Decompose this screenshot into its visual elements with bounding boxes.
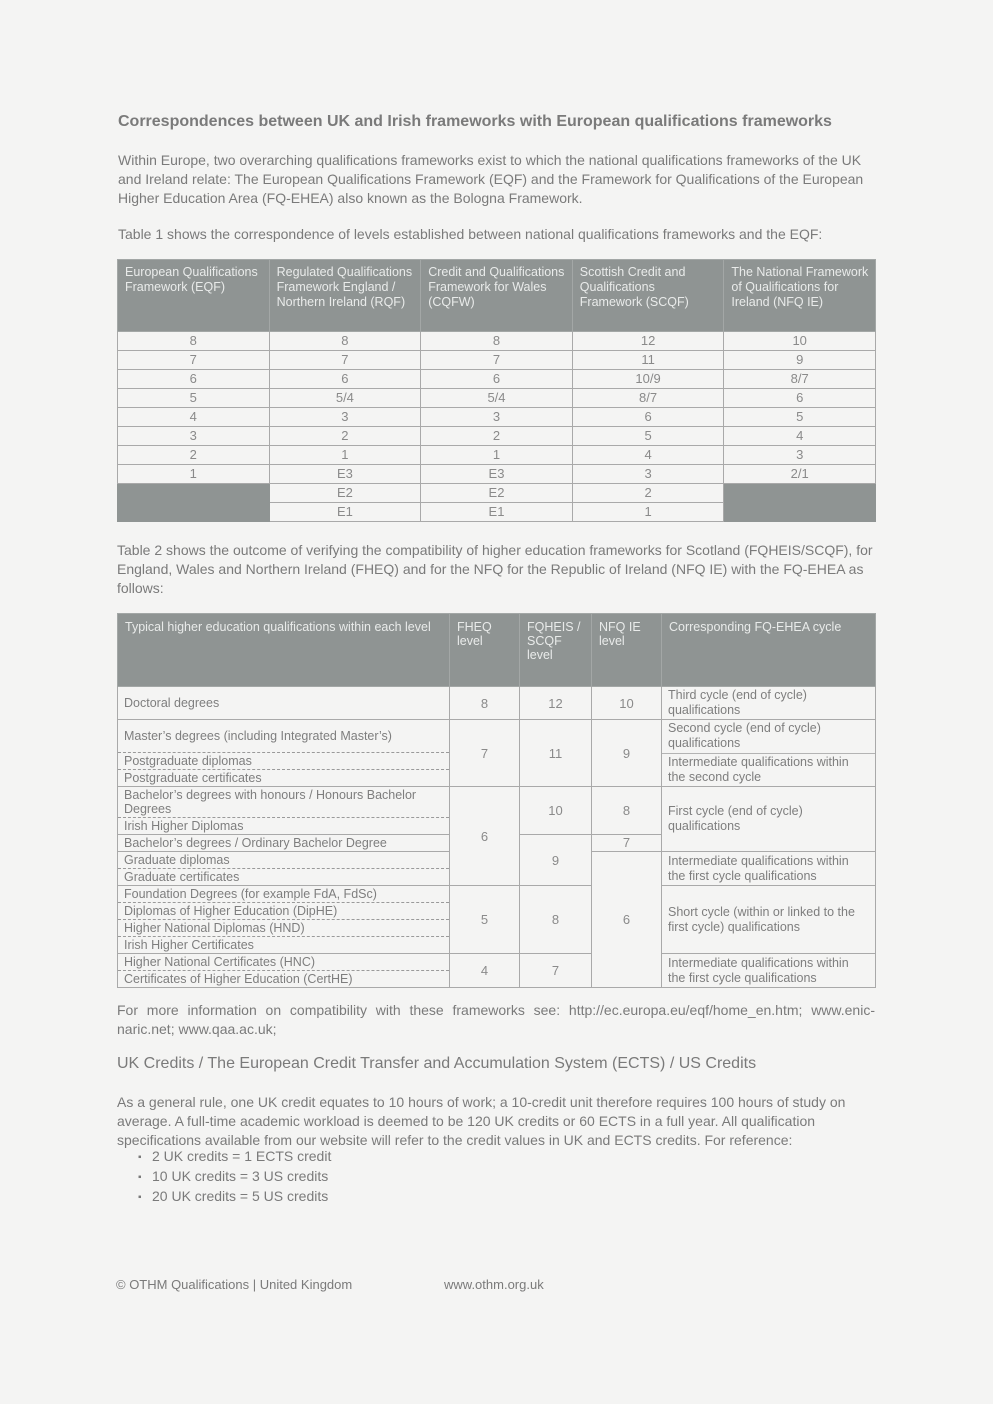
qualification-item: Foundation Degrees (for example FdA, FdSc) (124, 887, 377, 901)
table2-cell-scqf: 12 (520, 687, 592, 720)
table2-cell-scqf: 9 (520, 835, 592, 886)
table1-cell: 4 (724, 427, 876, 446)
table1-cell: E3 (421, 465, 573, 484)
table2-cell-qualifications (118, 886, 450, 954)
qualification-item: Postgraduate certificates (118, 769, 449, 786)
intro-paragraph: Within Europe, two overarching qualifications frameworks exist to which the national qualifications frameworks of the UK and Ireland relate: The European Qualifications Framework (EQF) and the Framework for Qualifications of the European Higher Education Area (FQ-EHEA) also known as the Bologna Framework. (118, 152, 864, 206)
table1-cell: 3 (421, 408, 573, 427)
table1-cell (724, 503, 876, 522)
table1-cell: 6 (118, 370, 270, 389)
table1-cell: 7 (118, 351, 270, 370)
table2-cell-scqf: 7 (520, 954, 592, 988)
table-row (118, 427, 876, 446)
qualification-item: Bachelor’s degrees / Ordinary Bachelor Degree (124, 836, 387, 850)
table2-cell-fheq: 4 (450, 954, 520, 988)
table1-header-cqfw: Credit and Qualifications Framework for Wales (CQFW) (421, 260, 573, 332)
table1-cell: 3 (572, 465, 724, 484)
qualification-item: Irish Higher Diplomas (118, 817, 449, 834)
table1-cell: 2 (118, 446, 270, 465)
table2-cell-cycle: First cycle (end of cycle) qualifications (662, 787, 876, 852)
table-row (118, 389, 876, 408)
table1-cell: 11 (572, 351, 724, 370)
table2-cell-cycle (662, 720, 876, 787)
table2-cell-qualifications (118, 954, 450, 988)
table2-cell-fheq: 5 (450, 886, 520, 954)
footer-copyright: © OTHM Qualifications | United Kingdom (116, 1277, 353, 1292)
table1-cell: 12 (572, 332, 724, 351)
table2-cell-qualifications (118, 835, 450, 852)
table2-cell-qualifications (118, 720, 450, 787)
table-row (118, 332, 876, 351)
table-row (118, 465, 876, 484)
table1-cell (724, 484, 876, 503)
qualification-item: Postgraduate diplomas (118, 752, 449, 769)
table-row (118, 370, 876, 389)
table1-cell (118, 484, 270, 503)
table1-cell: 5 (724, 408, 876, 427)
table1-cell: 2/1 (724, 465, 876, 484)
table-row (118, 503, 876, 522)
table2-cell-nfq: 10 (592, 687, 662, 720)
table2-cell-cycle: Third cycle (end of cycle) qualifications (662, 687, 876, 720)
table2-cell-scqf: 11 (520, 720, 592, 787)
table1-cell: 2 (269, 427, 421, 446)
table1-cell: 5 (572, 427, 724, 446)
table1-cell: 8 (421, 332, 573, 351)
cycle-label: Second cycle (end of cycle) qualifications (668, 721, 821, 751)
table-row (118, 787, 876, 835)
table1-cell: 4 (118, 408, 270, 427)
table2-cell-qualifications (118, 687, 450, 720)
table2-cell-scqf: 8 (520, 886, 592, 954)
table2-cell-cycle: Intermediate qualifications within the first cycle qualifications (662, 954, 876, 988)
table-row (118, 408, 876, 427)
eqf-correspondence-table (117, 259, 876, 522)
table1-cell: 2 (572, 484, 724, 503)
table2-cell-cycle: Intermediate qualifications within the first cycle qualifications (662, 852, 876, 886)
table1-cell: 1 (421, 446, 573, 465)
table-row (118, 484, 876, 503)
table1-cell: 5/4 (421, 389, 573, 408)
table1-cell: 8/7 (572, 389, 724, 408)
table1-cell: 3 (118, 427, 270, 446)
table1-cell: 6 (421, 370, 573, 389)
table1-caption: Table 1 shows the correspondence of levels established between national qualifications frameworks and the EQF: (118, 226, 823, 242)
footer-website: www.othm.org.uk (444, 1277, 544, 1292)
table2-cell-fheq: 7 (450, 720, 520, 787)
qualification-item: Diplomas of Higher Education (DipHE) (118, 902, 449, 919)
table1-cell (118, 503, 270, 522)
table2-header-qualifications: Typical higher education qualifications within each level (118, 614, 450, 687)
table1-header-eqf: European Qualifications Framework (EQF) (118, 260, 270, 332)
table1-cell: 3 (269, 408, 421, 427)
qualification-item: Doctoral degrees (124, 696, 220, 710)
table1-cell: 7 (269, 351, 421, 370)
table2-header-cycle: Corresponding FQ-EHEA cycle (662, 614, 876, 687)
table1-cell: 7 (421, 351, 573, 370)
qualification-item: Certificates of Higher Education (CertHE) (118, 970, 449, 987)
table2-cell-nfq: 7 (592, 835, 662, 852)
qualification-item: Graduate certificates (118, 868, 449, 885)
table1-header-nfq: The National Framework of Qualifications for Ireland (NFQ IE) (724, 260, 876, 332)
table2-cell-scqf: 10 (520, 787, 592, 835)
table2-header-fqheis: FQHEIS / SCQF level (520, 614, 592, 687)
table1-cell: E1 (269, 503, 421, 522)
table1-cell: E3 (269, 465, 421, 484)
table2-cell-nfq: 9 (592, 720, 662, 787)
table1-cell: 8 (269, 332, 421, 351)
table1-cell: 8/7 (724, 370, 876, 389)
table2-cell-nfq: 6 (592, 852, 662, 988)
table2-header-nfq: NFQ IE level (592, 614, 662, 687)
table2-cell-qualifications (118, 852, 450, 886)
table1-cell: 5/4 (269, 389, 421, 408)
table2-cell-cycle: Short cycle (within or linked to the first cycle) qualifications (662, 886, 876, 954)
table1-cell: 6 (572, 408, 724, 427)
table1-cell: 10/9 (572, 370, 724, 389)
table1-cell: 6 (724, 389, 876, 408)
qualification-item: Master’s degrees (including Integrated Master’s) (124, 729, 392, 743)
credits-list (138, 1147, 331, 1207)
qualification-item: Irish Higher Certificates (118, 936, 449, 953)
table1-cell: 4 (572, 446, 724, 465)
more-info-paragraph: For more information on compatibility with these frameworks see: http://ec.europa.eu/eqf/home_en.htm; www.enic-naric.net; www.qaa.ac.uk; (117, 1002, 875, 1037)
table1-cell: 1 (118, 465, 270, 484)
cycle-label: Intermediate qualifications within the second cycle (662, 753, 875, 787)
table1-cell: 1 (269, 446, 421, 465)
table-row (118, 954, 876, 988)
page-title: Correspondences between UK and Irish frameworks with European qualifications frameworks (118, 113, 832, 130)
table2-header-row (118, 614, 876, 687)
credits-heading: UK Credits / The European Credit Transfer and Accumulation System (ECTS) / US Credits (117, 1055, 757, 1072)
table-row (118, 886, 876, 954)
fq-ehea-compatibility-table (117, 613, 876, 988)
table1-header-rqf: Regulated Qualifications Framework England / Northern Ireland (RQF) (269, 260, 421, 332)
table2-header-fheq: FHEQ level (450, 614, 520, 687)
table1-cell: 6 (269, 370, 421, 389)
table2-cell-fheq: 6 (450, 787, 520, 886)
table-row (118, 446, 876, 465)
table1-cell: 10 (724, 332, 876, 351)
table2-cell-qualifications (118, 787, 450, 835)
table1-cell: 5 (118, 389, 270, 408)
credits-paragraph: As a general rule, one UK credit equates to 10 hours of work; a 10-credit unit therefore requires 100 hours of study on average. A full-time academic workload is deemed to be 120 UK credits or 60 ECTS in a full year. All qualification specifications available from our website will refer to the credit values in UK and ECTS credits. For reference: (117, 1094, 846, 1148)
table1-cell: 8 (118, 332, 270, 351)
table2-cell-nfq: 8 (592, 787, 662, 835)
table1-header-row (118, 260, 876, 332)
table-row (118, 351, 876, 370)
table1-cell: E2 (269, 484, 421, 503)
table1-body (118, 332, 876, 522)
table1-cell: 3 (724, 446, 876, 465)
table-row (118, 687, 876, 720)
table1-cell: 1 (572, 503, 724, 522)
table1-cell: 9 (724, 351, 876, 370)
table2-cell-fheq: 8 (450, 687, 520, 720)
table1-cell: 2 (421, 427, 573, 446)
table1-header-scqf: Scottish Credit and Qualifications Framework (SCQF) (572, 260, 724, 332)
list-item: ▪ 2 UK credits = 1 ECTS credit (138, 1147, 331, 1167)
qualification-item: Higher National Certificates (HNC) (124, 955, 316, 969)
table2-caption: Table 2 shows the outcome of verifying the compatibility of higher education frameworks for Scotland (FQHEIS/SCQF), for England, Wales and Northern Ireland (FHEQ) and for the NFQ for the Republic of Ireland (NFQ IE) with the FQ-EHEA as follows: (117, 542, 873, 596)
list-item: ▪ 10 UK credits = 3 US credits (138, 1167, 331, 1187)
table-row (118, 720, 876, 787)
list-item: ▪ 20 UK credits = 5 US credits (138, 1187, 331, 1207)
table1-cell: E2 (421, 484, 573, 503)
qualification-item: Higher National Diplomas (HND) (118, 919, 449, 936)
qualification-item: Graduate diplomas (124, 853, 230, 867)
qualification-item: Bachelor’s degrees with honours / Honours Bachelor Degrees (124, 788, 417, 816)
table1-cell: E1 (421, 503, 573, 522)
